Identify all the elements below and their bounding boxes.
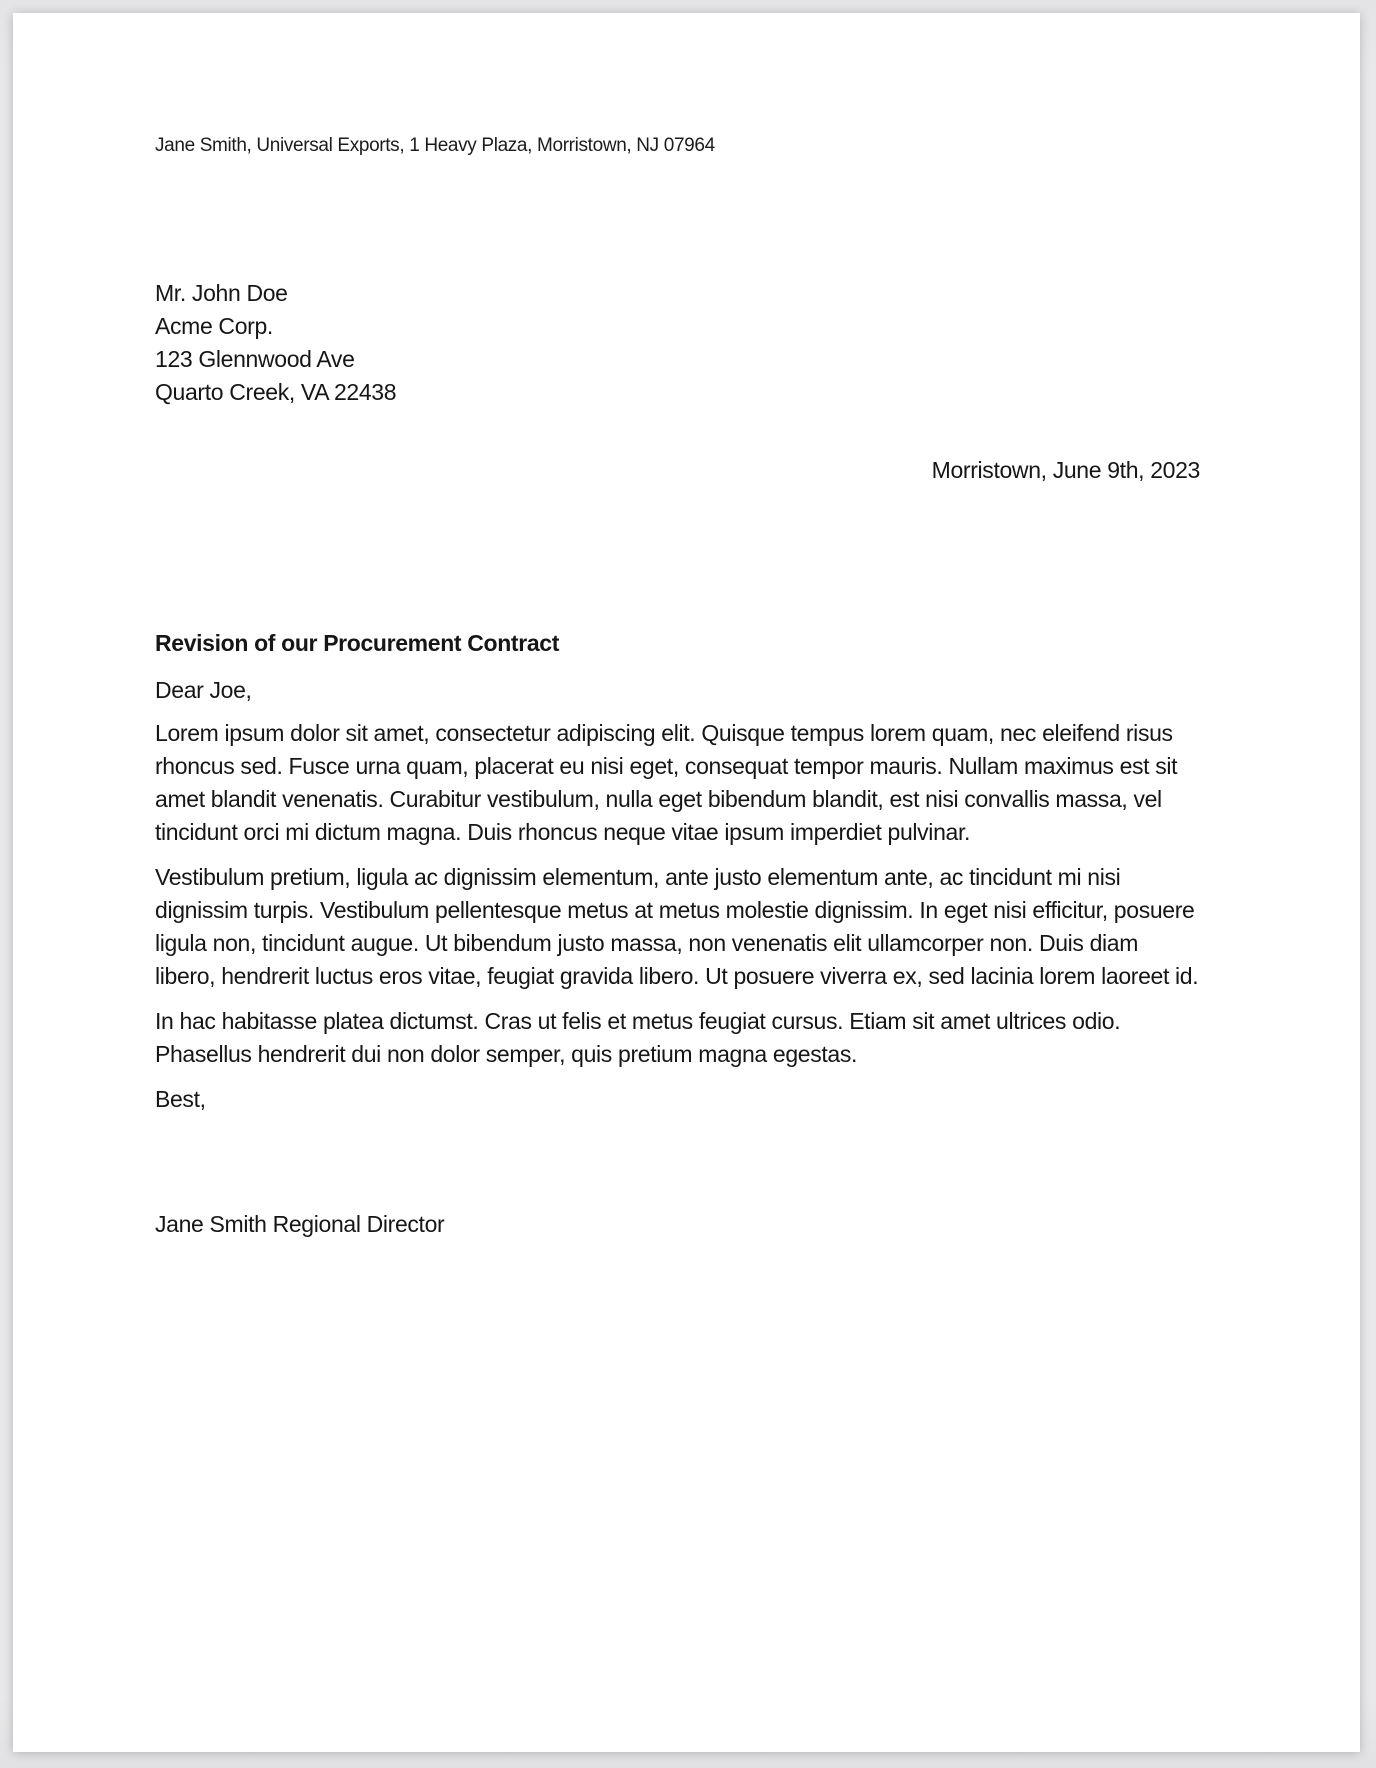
recipient-address-block xyxy=(155,277,1200,409)
body-paragraph-1: Lorem ipsum dolor sit amet, consectetur adipiscing elit. Quisque tempus lorem quam, nec eleifend risus rhoncus sed. Fusce urna quam, placerat eu nisi eget, consequat tempor mauris. Nullam maximus est sit amet blandit venenatis. Curabitur vestibulum, nulla eget bibendum blandit, est nisi convallis massa, vel tincidunt orci mi dictum magna. Duis rhoncus neque vitae ipsum imperdiet pulvinar. xyxy=(155,720,1178,845)
letter-page xyxy=(13,13,1360,1752)
recipient-company: Acme Corp. xyxy=(155,313,273,339)
body-paragraph-3: In hac habitasse platea dictumst. Cras ut felis et metus feugiat cursus. Etiam sit amet ultrices odio. Phasellus hendrerit dui non dolor semper, quis pretium magna egestas. xyxy=(155,1008,1121,1067)
recipient-city: Quarto Creek, VA 22438 xyxy=(155,379,397,405)
date-line: Morristown, June 9th, 2023 xyxy=(931,457,1200,483)
recipient-name: Mr. John Doe xyxy=(155,280,288,306)
subject-line: Revision of our Procurement Contract xyxy=(155,630,560,656)
closing: Best, xyxy=(155,1086,206,1112)
recipient-street: 123 Glennwood Ave xyxy=(155,346,355,372)
signature-line: Jane Smith Regional Director xyxy=(155,1211,445,1237)
body-paragraph-2: Vestibulum pretium, ligula ac dignissim elementum, ante justo elementum ante, ac tincidunt mi nisi dignissim turpis. Vestibulum pellentesque metus at metus molestie dignissim. In eget nisi efficitur, posuere ligula non, tincidunt augue. Ut bibendum justo massa, non venenatis elit ullamcorper non. Duis diam libero, hendrerit luctus eros vitae, feugiat gravida libero. Ut posuere viverra ex, sed lacinia lorem laoreet id. xyxy=(155,864,1199,989)
sender-return-address: Jane Smith, Universal Exports, 1 Heavy Plaza, Morristown, NJ 07964 xyxy=(155,135,715,156)
salutation: Dear Joe, xyxy=(155,677,252,703)
